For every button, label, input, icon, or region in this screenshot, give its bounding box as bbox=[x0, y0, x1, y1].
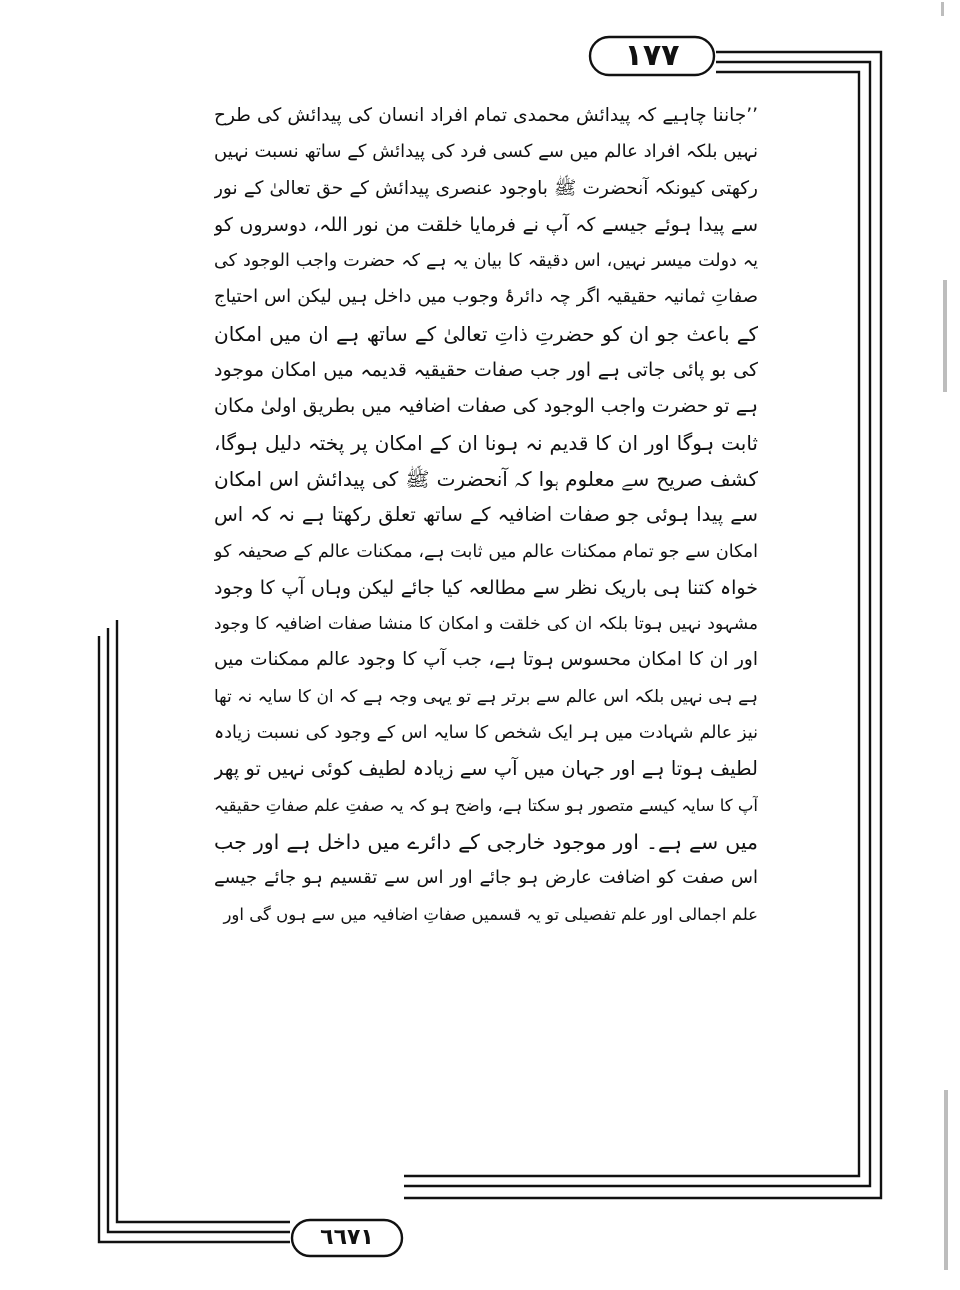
text-line: سے پیدا ہوئے جیسے کہ آپ نے فرمایا خلقت من نور اللہ، دوسروں کو bbox=[214, 213, 758, 236]
urdu-body-text bbox=[214, 98, 758, 933]
text-line: نہیں بلکہ افراد عالم میں سے کسی فرد کی پیدائش کے ساتھ نسبت نہیں bbox=[214, 141, 758, 163]
text-line: رکھتی کیونکہ آنحضرت ﷺ باوجود عنصری پیدائش کے حق تعالیٰ کے نور bbox=[214, 177, 758, 199]
text-line: کی بو پائی جاتی ہے اور جب صفات حقیقیہ قدیمہ میں امکان موجود bbox=[214, 359, 758, 382]
text-line: نیز عالم شہادت میں ہر ایک شخص کا سایہ اس کے وجود کی نسبت زیادہ bbox=[214, 723, 758, 744]
text-line: مشہود نہیں ہوتا بلکہ ان کی خلقت و امکان کا منشا صفات اضافیہ کا وجود bbox=[214, 614, 758, 635]
text-line: ثابت ہوگا اور ان کا قدیم نہ ہونا ان کے امکان پر پختہ دلیل ہوگا، bbox=[214, 430, 758, 455]
text-line: خواہ کتنا ہی باریک نظر سے مطالعہ کیا جائے لیکن وہاں آپ کا وجود bbox=[214, 576, 758, 599]
scan-artifact bbox=[941, 2, 944, 16]
text-line: سے پیدا ہوئی جو صفات اضافیہ کے ساتھ تعلق رکھتا ہے نہ کہ اس bbox=[214, 503, 758, 527]
scan-artifact bbox=[944, 1090, 948, 1270]
text-line: اور ان کا امکان محسوس ہوتا ہے، جب آپ کا وجود عالم ممکنات میں bbox=[214, 649, 758, 671]
text-line: کشف صریح سے معلوم ہوا کہ آنحضرت ﷺ کی پیدائش اس امکان bbox=[214, 466, 758, 491]
text-line: آپ کا سایہ کیسے متصور ہو سکتا ہے، واضح ہو کہ یہ صفتِ علم صفاتِ حقیقیہ bbox=[214, 795, 758, 815]
text-line: صفاتِ ثمانیہ حقیقیہ اگر چہ دائرۂ وجوب میں داخل ہیں لیکن اس احتیاج bbox=[214, 286, 758, 308]
header-page-number: ۱۷۷ bbox=[624, 38, 680, 73]
text-line: ’’جاننا چاہیے کہ پیدائش محمدی تمام افراد انسان کی پیدائش کی طرح bbox=[214, 105, 758, 126]
text-line: اس صفت کو اضافت عارض ہو جائے اور اس سے تقسیم ہو جائے جیسے bbox=[214, 867, 758, 889]
text-line: امکان سے جو تمام ممکنات عالم میں ثابت ہے، ممکنات عالم کے صحیفہ کو bbox=[214, 541, 758, 562]
text-line: کے باعث جو ان کو حضرتِ ذاتِ تعالیٰ کے ساتھ ہے ان میں امکان bbox=[214, 321, 758, 346]
text-line: لطیف ہوتا ہے اور جہان میں آپ سے زیادہ لطیف کوئی نہیں تو پھر bbox=[214, 757, 758, 781]
text-line: علم اجمالی اور علم تفصیلی تو یہ قسمیں صفاتِ اضافیہ میں سے ہوں گی اور bbox=[223, 904, 758, 924]
scan-artifact bbox=[943, 280, 947, 392]
footer-page-number: ٦٦٧١ bbox=[320, 1225, 374, 1250]
text-line: یہ دولت میسر نہیں، اس دقیقہ کا بیان یہ ہے کہ حضرت واجب الوجود کی bbox=[214, 251, 758, 272]
text-line: ہے ہی نہیں بلکہ اس عالم سے برتر ہے تو یہی وجہ ہے کہ ان کا سایہ نہ تھا bbox=[214, 686, 758, 707]
text-line: میں سے ہے۔ اور موجود خارجی کے دائرے میں داخل ہے اور جب bbox=[214, 829, 758, 854]
text-line: ہے تو حضرت واجب الوجود کی صفات اضافیہ میں بطریق اولیٰ مکان bbox=[214, 395, 758, 418]
